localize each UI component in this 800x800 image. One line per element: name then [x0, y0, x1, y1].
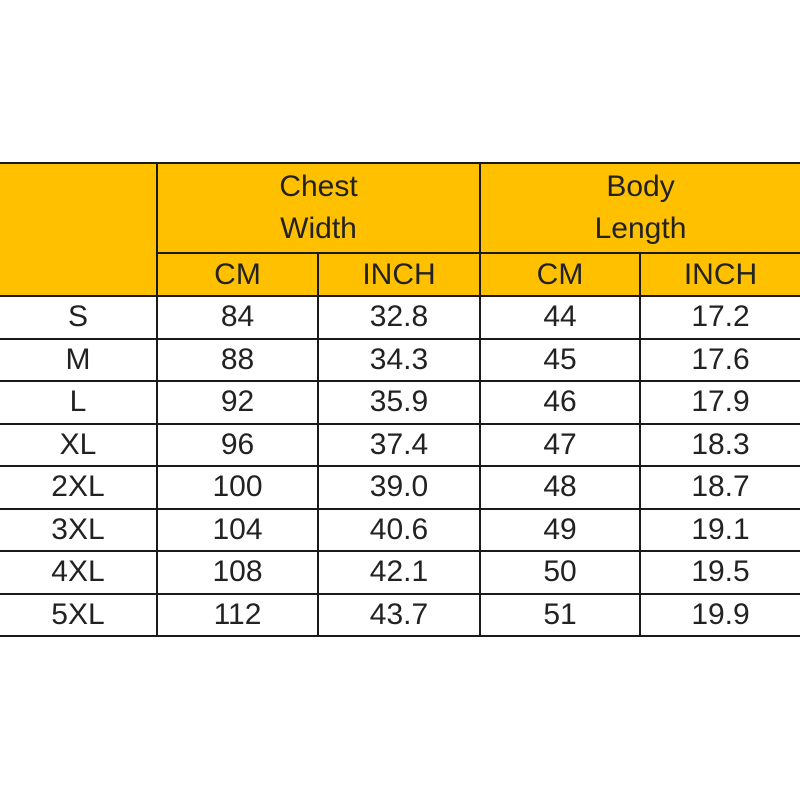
chest-width-header: [157, 163, 480, 253]
header-group-row: [0, 163, 800, 253]
length-inch-cell: 17.2: [640, 296, 800, 339]
chest-cm-cell: 88: [157, 339, 318, 382]
unit-header-chest-inch: INCH: [318, 253, 480, 296]
length-inch-cell: 19.5: [640, 551, 800, 594]
chest-cm-cell: 108: [157, 551, 318, 594]
table-row: [0, 594, 800, 637]
length-cm-cell: 51: [480, 594, 640, 637]
length-cm-cell: 48: [480, 466, 640, 509]
chest-inch-cell: 37.4: [318, 424, 480, 467]
chest-inch-cell: 39.0: [318, 466, 480, 509]
size-cell: 3XL: [0, 509, 157, 552]
chest-inch-cell: 34.3: [318, 339, 480, 382]
size-cell: 5XL: [0, 594, 157, 637]
length-cm-cell: 44: [480, 296, 640, 339]
table-row: [0, 381, 800, 424]
table-row: [0, 339, 800, 382]
chest-inch-cell: 42.1: [318, 551, 480, 594]
table-row: [0, 424, 800, 467]
chest-inch-cell: 40.6: [318, 509, 480, 552]
unit-header-length-inch: INCH: [640, 253, 800, 296]
size-cell: S: [0, 296, 157, 339]
length-inch-cell: 18.7: [640, 466, 800, 509]
header-text: Body: [606, 170, 675, 203]
size-chart-table: [0, 162, 800, 637]
length-inch-cell: 17.6: [640, 339, 800, 382]
length-inch-cell: 19.9: [640, 594, 800, 637]
length-cm-cell: 45: [480, 339, 640, 382]
chest-inch-cell: 32.8: [318, 296, 480, 339]
header-text: Length: [594, 212, 687, 245]
table-row: [0, 296, 800, 339]
size-cell: 4XL: [0, 551, 157, 594]
chest-cm-cell: 112: [157, 594, 318, 637]
header-text: Width: [280, 212, 357, 245]
body-length-header: [480, 163, 800, 253]
chest-cm-cell: 104: [157, 509, 318, 552]
length-cm-cell: 49: [480, 509, 640, 552]
unit-header-length-cm: CM: [480, 253, 640, 296]
corner-cell: [0, 163, 157, 296]
length-cm-cell: 47: [480, 424, 640, 467]
chest-inch-cell: 43.7: [318, 594, 480, 637]
table-row: [0, 551, 800, 594]
chest-inch-cell: 35.9: [318, 381, 480, 424]
table-row: [0, 509, 800, 552]
chest-cm-cell: 84: [157, 296, 318, 339]
chest-cm-cell: 96: [157, 424, 318, 467]
size-cell: XL: [0, 424, 157, 467]
length-cm-cell: 50: [480, 551, 640, 594]
table-row: [0, 466, 800, 509]
length-inch-cell: 17.9: [640, 381, 800, 424]
length-inch-cell: 19.1: [640, 509, 800, 552]
length-cm-cell: 46: [480, 381, 640, 424]
unit-header-chest-cm: CM: [157, 253, 318, 296]
size-cell: 2XL: [0, 466, 157, 509]
size-cell: L: [0, 381, 157, 424]
size-cell: M: [0, 339, 157, 382]
chest-cm-cell: 92: [157, 381, 318, 424]
chest-cm-cell: 100: [157, 466, 318, 509]
header-text: Chest: [279, 170, 358, 203]
length-inch-cell: 18.3: [640, 424, 800, 467]
